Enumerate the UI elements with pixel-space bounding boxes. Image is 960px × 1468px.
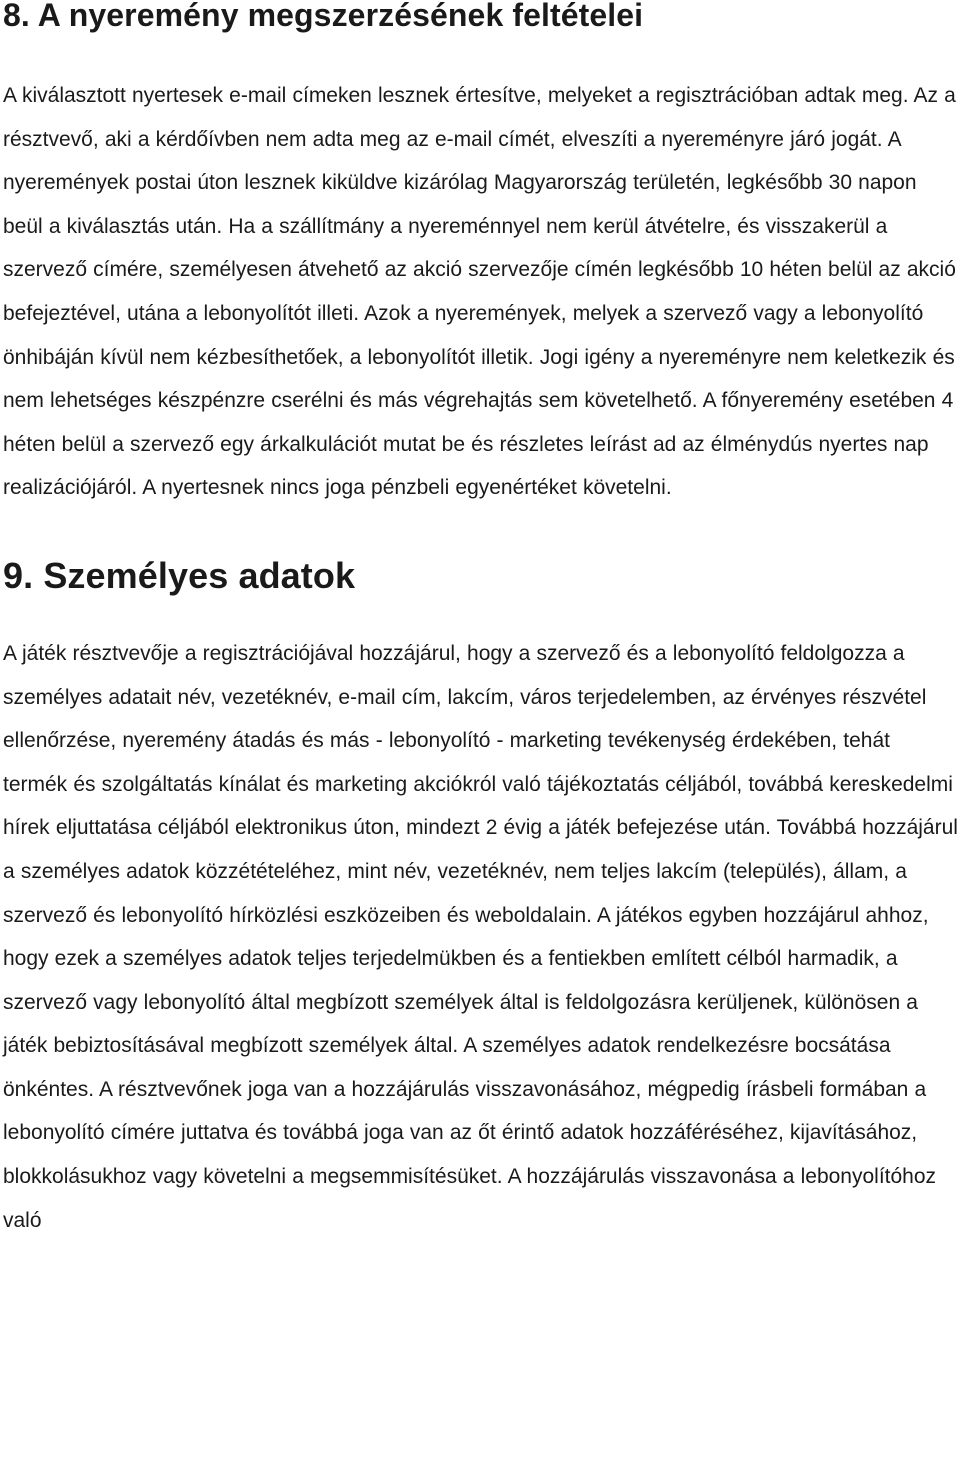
section-9-heading: 9. Személyes adatok [3,554,356,596]
section-8-paragraph: A kiválasztott nyertesek e-mail címeken lesznek értesítve, melyeket a regisztrációban adtak meg. Az a résztvevő, aki a kérdőívben nem adta meg az e-mail címét, elveszíti a nyereményre járó jogát. A nyeremények postai úton lesznek kiküldve kizárólag Magyarország területén, legkésőbb 30 napon beül a kiválasztás után. Ha a szállítmány a nyereménnyel nem kerül átvételre, és visszakerül a szervező címére, személyesen átvehető az akció szervezője címén legkésőbb 10 héten belül az akció befejeztével, utána a lebonyolítót illeti. Azok a nyeremények, melyek a szervező vagy a lebonyolító önhibáján kívül nem kézbesíthetőek, a lebonyolítót illetik. Jogi igény a nyereményre nem keletkezik és nem lehetséges készpénzre cserélni és más végrehajtás sem követelhető. A főnyeremény esetében 4 héten belül a szervező egy árkalkulációt mutat be és részletes leírást ad az élménydús nyertes nap realizációjáról. A nyertesnek nincs joga pénzbeli egyenértéket követelni. [3,84,956,500]
section-9-paragraph: A játék résztvevője a regisztrációjával hozzájárul, hogy a szervező és a lebonyolító feldolgozza a személyes adatait név, vezetéknév, e-mail cím, lakcím, város terjedelemben, az érvényes részvétel ellenőrzése, nyeremény átadás és más - lebonyolító - marketing tevékenység érdekében, tehát termék és szolgáltatás kínálat és marketing akciókról való tájékoztatás céljából, továbbá kereskedelmi hírek eljuttatása céljából elektronikus úton, mindezt 2 évig a játék befejezése után. Továbbá hozzájárul a személyes adatok közzétételéhez, mint név, vezetéknév, nem teljes lakcím (település), állam, a szervező és lebonyolító hírközlési eszközeiben és weboldalain. A játékos egyben hozzájárul ahhoz, hogy ezek a személyes adatok teljes terjedelmükben és a fentiekben említett célból harmadik, a szervező vagy lebonyolító által megbízott személyek által is feldolgozásra kerüljenek, különösen a játék bebiztosításával megbízott személyek által. A személyes adatok rendelkezésre bocsátása önkéntes. A résztvevőnek joga van a hozzájárulás visszavonásához, mégpedig írásbeli formában a lebonyolító címére juttatva és továbbá joga van az őt érintő adatok hozzáféréséhez, kijavításához, blokkolásukhoz vagy követelni a megsemmisítésüket. A hozzájárulás visszavonása a lebonyolítóhoz való [3,641,958,1232]
section-8-heading: 8. A nyeremény megszerzésének feltételei [3,0,644,33]
